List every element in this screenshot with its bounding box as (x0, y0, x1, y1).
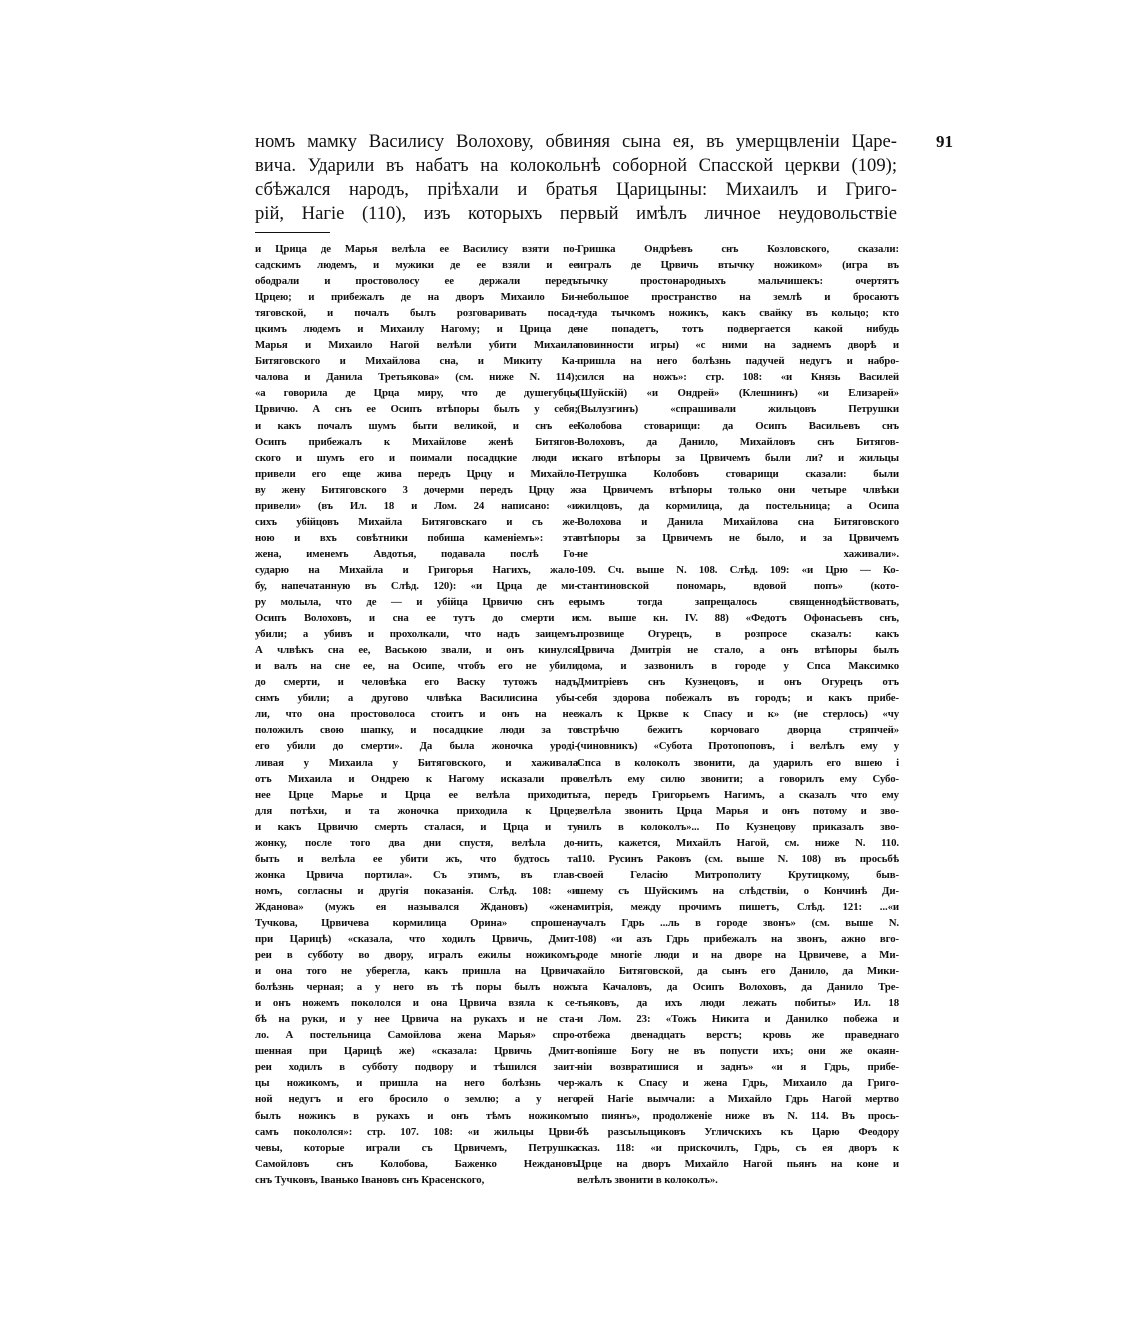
footnote-line: привели его еще жива передъ Црцу и Михайло- (255, 467, 578, 480)
footnote-line: нее Црце Марье и Црца ее велѣла приходить (255, 788, 578, 801)
footnote-line: жалъ к Спасу и жена Гдрь, Михаило да Григо- (577, 1077, 899, 1090)
main-text-line: рій, Нагіе (110), изъ которыхъ первый имѣлъ личное неудовольствіе (255, 203, 897, 224)
footnote-line: и Лом. 23: «Тожъ Никита и Данилко побежа и (577, 1013, 899, 1026)
footnote-line: скаго втѣпоры за Црвичемъ были ли? и жильцы (577, 451, 899, 464)
footnote-line: снмъ убили; а другово члвѣка Василисина убы- (255, 692, 578, 705)
footnote-line: дома, и зазвонилъ в городе у Спса Максимко (577, 660, 899, 673)
footnote-line: номъ, согласны и другія показанія. Слѣд. 108: «и (255, 884, 578, 897)
footnote-line: его убили до смерти». Да была жоночка уроді- (255, 740, 578, 753)
footnote-line: жалъ к Црквe к Спасу и к» (не стерлось) «чу (577, 708, 899, 721)
footnote-line: та Качаловъ, да Осипъ Волоховъ, да Данило Тре- (577, 981, 899, 994)
footnote-line: рымъ тогда запрещалось священнодѣйствовать, (577, 596, 899, 609)
footnote-line: ского и шумъ его и поимали посадцкие люди и (255, 451, 578, 464)
footnote-line: себя здорова побежалъ въ городъ; и какъ прибе- (577, 692, 899, 705)
footnote-line: по пиянъ», продолженіе ниже въ N. 114. Въ прось- (577, 1109, 899, 1122)
footnote-line: стантиновской пономарь, вдовой попъ» (кото- (577, 579, 899, 592)
footnote-line: ободрали и простоволосу ее держали передъ (255, 275, 578, 288)
footnote-line: сихъ убійцовъ Михайла Битяговскаго и съ же- (255, 515, 578, 528)
footnote-line: бѣ разсыльщиковъ Угличскихъ къ Царю Феодору (577, 1125, 899, 1138)
footnote-line: встрѣчю бежитъ корчовaго дворца стряпчей» (577, 724, 899, 737)
footnotes-left-column (255, 241, 578, 1188)
footnote-line: шенная при Царицѣ же) «сказала: Црвичь Дмит- (255, 1045, 578, 1058)
footnote-line: Волоховъ, да Данило, Михайловъ снъ Битягов- (577, 435, 899, 448)
footnote-line: повинности игры) «с ними на заднемъ дворѣ и (577, 339, 899, 352)
footnotes-right-column (577, 241, 899, 1188)
footnote-line: и Црица де Марья велѣла ее Василису взяти по- (255, 243, 578, 255)
footnote-line: Марья и Михаило Нагой велѣли убити Михаила (255, 339, 578, 352)
footnote-rule (255, 232, 330, 233)
footnote-line: см. выше кн. IV. 88) «Федотъ Офонасьевъ снъ, (577, 612, 899, 625)
footnote-line: прозвище Огурецъ, в розпросе сказалъ: какъ (577, 628, 899, 641)
footnote-line: и онъ ножемъ покололся и она Црвича взяла к се- (255, 997, 578, 1010)
footnote-line: и какъ Црвичю смерть сталася, и Црца и ту (255, 820, 578, 833)
footnote-line: роде многіе люди и на дворе на Црвичеве, а Ми- (577, 949, 899, 962)
footnote-line: для потѣхи, и та жоночка приходила к Црце; (255, 804, 578, 817)
footnote-line: самъ покололся»: стр. 107. 108: «и жильцы Црви- (255, 1125, 578, 1138)
footnote-line: не хаживали». (577, 547, 899, 560)
footnote-line: Црвичю. А снъ ее Осипъ втѣпоры былъ у себя; (255, 403, 578, 416)
main-text-line: номъ мамку Василису Волохову, обвиняя сына ея, въ умерщвленіи Царе- (255, 131, 897, 152)
footnote-line: привели» (въ Ил. 18 и Лом. 24 написано: «и (255, 499, 578, 512)
footnote-line: бу, напечатанную въ Слѣд. 120): «и Црца де ми- (255, 579, 578, 592)
footnote-line: своей Геласію Митрополиту Крутицкому, быв- (577, 868, 899, 881)
footnote-line: ли, что она простоволоса стоитъ и онъ на нее (255, 708, 578, 721)
footnote-line: Самойловъ снъ Колобова, Баженко Неждановъ (255, 1157, 578, 1170)
footnote-line: сказ. 118: «и прискочилъ, Гдрь, съ ея дворъ к (577, 1141, 899, 1154)
footnote-line: Тучкова, Црвичева кормилица Орина» спрошена (255, 916, 578, 929)
footnote-line: игралъ де Црвичь втычку ножиком» (игра въ (577, 259, 899, 272)
footnote-line: жилцовъ, да кормилица, да постельница; а Осипа (577, 499, 899, 512)
footnote-line: Црвича Дмитрія не стало, а онъ втѣпоры былъ (577, 644, 899, 657)
footnote-line: садскимъ людемъ, и мужики де ее взяли и ее (255, 259, 578, 272)
footnote-line: реи в субботу во двору, игралъ ежилы ножикомъ, (255, 949, 578, 962)
page-number: 91 (936, 132, 953, 151)
footnote-line: цы ножикомъ, и пришла на него болѣзнь чер- (255, 1077, 578, 1090)
footnote-line: втѣпоры за Црвичемъ не было, и за Црвичемъ (577, 531, 899, 544)
footnote-line: бѣ на руки, и у нее Црвича на рукахъ и не ста- (255, 1013, 578, 1026)
footnote-line: чалова и Данила Третьякова» (см. ниже N. 114); (255, 371, 578, 384)
main-text-line: вича. Ударили въ набатъ на колокольнѣ соборной Спасской церкви (109); (255, 155, 897, 176)
footnote-line: небольшое пространство на землѣ и бросаютъ (577, 291, 899, 304)
footnote-line: цкимъ людемъ и Михаилу Нагому; и Црица де (255, 323, 578, 336)
footnote-line: жонка Црвича портила». Съ этимъ, въ глав- (255, 868, 578, 881)
footnote-line: Осипъ Волоховъ, и сна ее тутъ до смерти и (255, 612, 578, 625)
footnote-line: тяговской, и почалъ былъ розговаривать посад- (255, 307, 578, 320)
footnote-line: Жданова» (мужъ ея назывался Ждановъ) «жена (255, 900, 578, 913)
footnote-line: Црце на дворъ Михайло Нагой пьянъ на коне и (577, 1157, 899, 1170)
footnote-line: реи ходилъ в субботу подвору и тѣшился заит- (255, 1061, 578, 1074)
footnote-line: положилъ свою шапку, и посадцкие люди за то (255, 724, 578, 737)
footnote-line: ною и вхъ совѣтники побиша каменіемъ»: эта (255, 531, 578, 544)
footnote-line: хайло Битяговской, да сынъ его Данило, да Мики- (577, 965, 899, 978)
footnote-line: ву жену Битяговского 3 дочерми передъ Црцу ж (255, 483, 578, 496)
footnote-line: та, передъ Григорьемъ Нагимъ, а сказалъ что ему (577, 788, 899, 801)
footnote-line: былъ ножикъ в рукахъ и онъ тѣмъ ножикомъ (255, 1109, 578, 1122)
footnote-line: (Шуйскій) «и Ондрей» (Клешнинъ) «и Елизарей» (577, 387, 899, 400)
footnote-line: и какъ почалъ шумъ быти великой, и снъ ее (255, 419, 578, 432)
footnote-line: Колобова стоварищи: да Осипъ Васильевъ снъ (577, 419, 899, 432)
footnote-line: пришла на него болѣзнь падучей недугъ и набро- (577, 355, 899, 368)
footnote-line: до смерти, и человѣка его Васку тутожъ надъ (255, 676, 578, 689)
footnote-line: 109. Сч. выше N. 108. Слѣд. 109: «и Црю — Ко- (577, 563, 899, 576)
footnote-line: Осипъ прибежалъ к Михайлове женѣ Битягов- (255, 435, 578, 448)
footnote-line: велѣлъ звонити в колоколъ». (577, 1173, 718, 1186)
footnote-line: при Царицѣ) «сказала, что ходилъ Црвичь, Дмит- (255, 933, 578, 946)
footnote-line: ло. А постельница Самойлова жена Марья» спро- (255, 1029, 578, 1042)
footnote-line: быть и велѣла ее убити жъ, что будтось та (255, 852, 578, 865)
footnote-line: Волохова и Данила Михайлова сна Битяговского (577, 515, 899, 528)
footnote-line: ливая у Михаила у Битяговского, и хаживала (255, 756, 578, 769)
footnote-line: чевы, которые играли съ Црвичемъ, Петрушка (255, 1141, 578, 1154)
footnote-line: 110. Русинъ Раковъ (см. выше N. 108) въ просьбѣ (577, 852, 899, 865)
footnote-line: Петрушка Колобовъ стоварищи сказали: были (577, 467, 899, 480)
footnote-line: Црцею; и прибежалъ де на дворъ Михаило Би- (255, 291, 578, 304)
footnote-line: не попадетъ, тотъ подвергается какой нибудь (577, 323, 899, 336)
footnote-line: жонку, после того два дни спустя, велѣла до- (255, 836, 578, 849)
footnote-line: отъ Михаила и Ондрею к Нагому исказали про (255, 772, 578, 785)
footnote-line: жена, именемъ Авдотья, подавала послѣ Го- (255, 547, 578, 560)
footnote-line: нилъ в колоколъ»... По Кузнецову приказалъ зво- (577, 820, 899, 833)
main-text (255, 130, 897, 226)
footnote-line: сударю на Михайла и Григорья Нагихъ, жало- (255, 563, 578, 576)
footnote-line: ніи возвратишися и заднъ» «и я Гдрь, прибе- (577, 1061, 899, 1074)
footnote-line: Спса в колоколъ звонити, да ударилъ его вшею і (577, 756, 899, 769)
footnote-line: учалъ Гдрь ...ль в городе звонъ» (см. выше N. (577, 916, 899, 929)
footnote-line: Битяговского и Михайлова сна, и Микиту Ка- (255, 355, 578, 368)
footnote-line: нить, кажется, Михайлъ Нагой, см. ниже N. 110. (577, 836, 899, 849)
footnote-line: (чиновникъ) «Субота Протопоповъ, і велѣлъ ему у (577, 740, 899, 753)
footnote-line: снъ Тучковъ, Іванько Івановъ снъ Красенского, (255, 1173, 485, 1186)
footnote-line: рей Нагіе вымчали: а Михайло Гдрь Нагой мертво (577, 1093, 899, 1106)
footnote-line: ру молыла, что де — и убійца Црвичю снъ ее (255, 596, 578, 609)
footnote-line: 108) «и азъ Гдрь прибежалъ на звонъ, ажно вго- (577, 933, 899, 946)
footnote-line: велѣла звонить Црца Марья и онъ потому и зво- (577, 804, 899, 817)
footnote-line: митрія, между прочимъ пишетъ, Слѣд. 121: ...«и (577, 900, 899, 913)
footnote-line: и она того не уберегла, какъ пришла на Црвича (255, 965, 578, 978)
main-text-line: сбѣжался народъ, пріѣхали и братья Царицыны: Михаилъ и Григо- (255, 179, 897, 200)
footnote-line: убили; а убивъ и прохолкали, что надъ заицемъ. (255, 628, 578, 641)
footnote-line: А члвѣкъ сна ее, Ваською звали, и онъ кинулся (255, 644, 578, 657)
footnote-line: Гришка Ондрѣевъ снъ Козловского, сказали: (577, 243, 899, 255)
footnote-line: (Вылузгинъ) «спрашивали жильцовъ Петрушки (577, 403, 899, 416)
footnote-line: сился на ножъ»: стр. 108: «и Князь Василей (577, 371, 899, 384)
footnote-line: тьяковъ, да ихъ люди лежать побиты» Ил. 18 (577, 997, 899, 1010)
footnote-line: вопіяше Богу не въ попусти ихъ; они же окаян- (577, 1045, 899, 1058)
footnote-line: туда тычкомъ ножикъ, какъ свайку въ кольцо; кто (577, 307, 899, 320)
footnote-line: ной недугъ и его бросило о землю; а у него (255, 1093, 578, 1106)
footnote-line: Дмитріевъ снъ Кузнецовъ, и онъ Огурецъ отъ (577, 676, 899, 689)
footnote-line: тычку простонародныхъ мальчишекъ: очертятъ (577, 275, 899, 288)
footnote-line: шему съ Шуйскимъ на слѣдствіи, о Кончинѣ Ди- (577, 884, 899, 897)
footnote-line: велѣлъ ему силю звонити; а говорилъ ему Субо- (577, 772, 899, 785)
footnote-line: отбежа двенадцать верстъ; кровь же праведнаго (577, 1029, 899, 1042)
footnote-line: болѣзнь черная; а у него въ тѣ поры былъ ножъ (255, 981, 578, 994)
footnote-line: «а говорила де Црца миру, что де душегубцы (255, 387, 578, 400)
footnote-line: за Црвичемъ втѣпоры только они четыре члвѣки (577, 483, 899, 496)
footnote-line: и валъ на сне ее, на Осипе, чтобъ его не убили (255, 660, 578, 673)
